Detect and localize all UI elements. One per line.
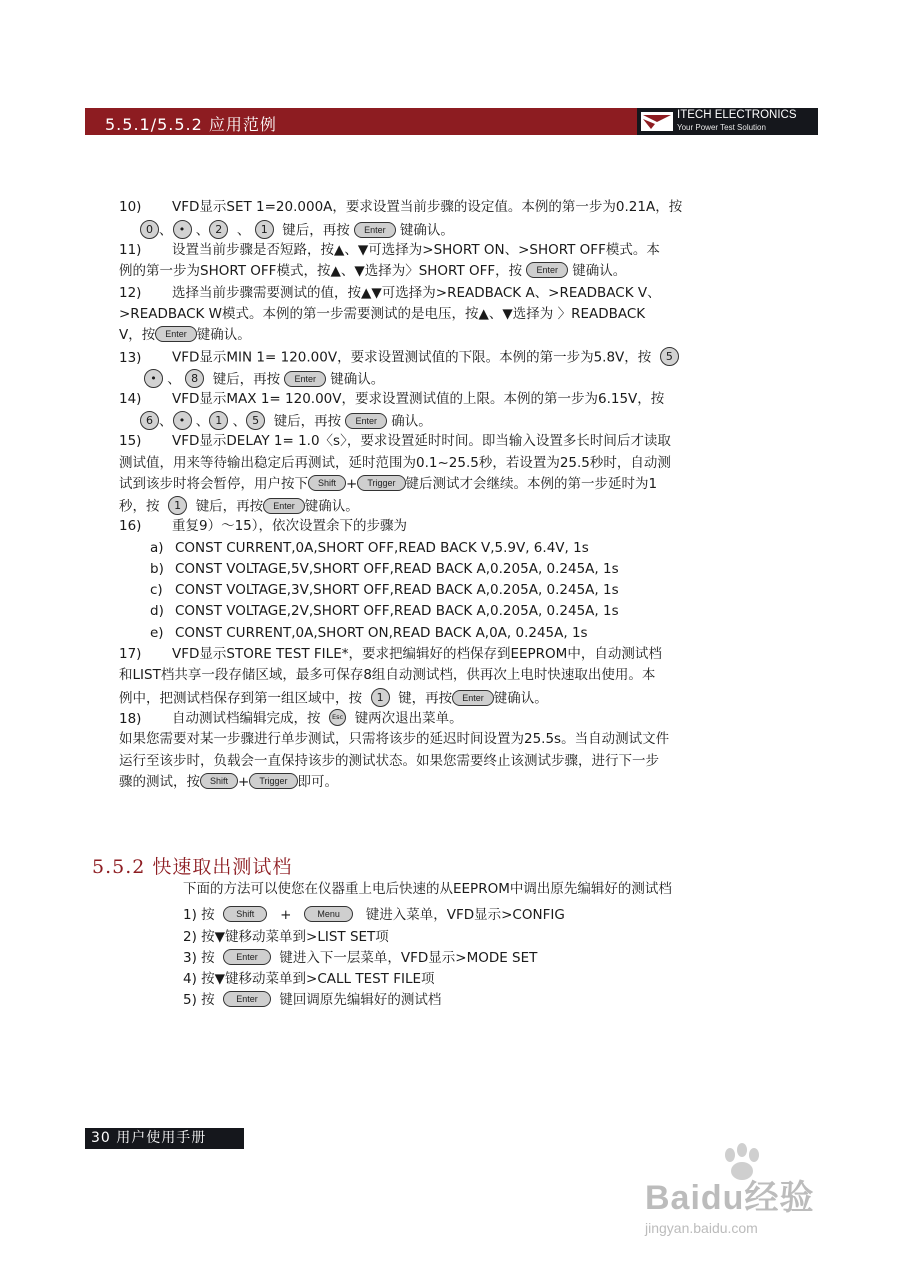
brand-slogan: Your Power Test Solution (677, 123, 766, 132)
step-12-line-2: >READBACK W模式。本例的第一步需要测试的是电压，按▲、▼选择为 〉READBACK (119, 306, 646, 322)
brand-logo (637, 108, 818, 135)
shift-key: Shift (308, 475, 346, 491)
watermark-brand: Baidu经验 (645, 1179, 815, 1217)
step-12-line-3: V，按 Enter 键确认。 (119, 327, 251, 343)
enter-key: Enter (452, 690, 494, 706)
watermark-url: jingyan.baidu.com (645, 1220, 758, 1236)
step-15-line-4: 秒，按 1 键后，再按 Enter 键确认。 (119, 497, 359, 516)
key-1: 1 (209, 411, 228, 430)
sub-step-c: c) CONST VOLTAGE,3V,SHORT OFF,READ BACK A,0.205A, 0.245A, 1s (150, 582, 619, 598)
key-1: 1 (371, 688, 390, 707)
step-15-line-1: 15) VFD显示DELAY 1= 1.0〈s〉，要求设置延时时间。即当输入设置多长时间后才读取 (119, 433, 671, 449)
shift-key: Shift (200, 773, 238, 789)
enter-key: Enter (155, 326, 197, 342)
recall-step-1: 1) 按 Shift + Menu 键进入菜单，VFD显示>CONFIG (183, 907, 565, 923)
recall-step-2: 2) 按▼键移动菜单到>LIST SET项 (183, 929, 389, 945)
key-dot: • (144, 369, 163, 388)
step-13-line-1: 13) VFD显示MIN 1= 120.00V，要求设置测试值的下限。本例的第一步为5.8V，按 5 (119, 348, 679, 367)
step-14-line-1: 14) VFD显示MAX 1= 120.00V，要求设置测试值的上限。本例的第一步为6.15V，按 (119, 391, 665, 407)
enter-key: Enter (345, 413, 387, 429)
step-14-line-2: 6 、 • 、 1 、 5 键后，再按 Enter 确认。 (140, 412, 432, 431)
recall-step-4: 4) 按▼键移动菜单到>CALL TEST FILE项 (183, 971, 435, 987)
itech-logo-icon (641, 112, 673, 131)
key-dot: • (173, 411, 192, 430)
step-15-line-3: 试到该步时将会暂停，用户按下 Shift + Trigger 键后测试才会继续。本例的第一步延时为1 (119, 476, 658, 492)
step-17-line-1: 17) VFD显示STORE TEST FILE*，要求把编辑好的档保存到EEPROM中，自动测试档 (119, 646, 662, 662)
header-bar (85, 108, 818, 135)
enter-key: Enter (223, 949, 271, 965)
page-footer: 30 用户使用手册 (85, 1128, 244, 1149)
step-10-line-2: 0 、 • 、 2 、 1 键后，再按 Enter 键确认。 (140, 221, 454, 240)
trigger-key: Trigger (249, 773, 297, 789)
note-line-3: 骤的测试，按 Shift + Trigger 即可。 (119, 774, 339, 790)
step-17-line-2: 和LIST档共享一段存储区域，最多可保存8组自动测试档，供再次上电时快速取出使用。本 (119, 667, 656, 683)
enter-key: Enter (284, 371, 326, 387)
esc-key: Esc (329, 709, 346, 726)
key-0: 0 (140, 220, 159, 239)
sub-step-b: b) CONST VOLTAGE,5V,SHORT OFF,READ BACK A,0.205A, 0.245A, 1s (150, 561, 619, 577)
section-title: 5.5.1/5.5.2 应用范例 (105, 115, 277, 134)
section-552-heading: 5.5.2 快速取出测试档 (92, 856, 293, 878)
brand-name: ITECH ELECTRONICS (677, 109, 797, 121)
menu-key: Menu (304, 906, 353, 922)
step-10-line-1: 10) VFD显示SET 1=20.000A，要求设置当前步骤的设定值。本例的第一步为0.21A，按 (119, 199, 683, 215)
step-15-line-2: 测试值，用来等待输出稳定后再测试，延时范围为0.1~25.5秒，若设置为25.5秒时，自动测 (119, 455, 671, 471)
sub-step-d: d) CONST VOLTAGE,2V,SHORT OFF,READ BACK A,0.205A, 0.245A, 1s (150, 603, 619, 619)
key-5: 5 (660, 347, 679, 366)
step-13-line-2: • 、 8 键后，再按 Enter 键确认。 (144, 370, 384, 389)
step-17-line-3: 例中，把测试档保存到第一组区域中，按 1 键，再按 Enter 键确认。 (119, 689, 548, 708)
recall-step-3: 3) 按 Enter 键进入下一层菜单，VFD显示>MODE SET (183, 950, 538, 966)
key-5: 5 (246, 411, 265, 430)
note-line-2: 运行至该步时，负载会一直保持该步的测试状态。如果您需要终止该测试步骤，进行下一步 (119, 753, 659, 769)
sub-step-a: a) CONST CURRENT,0A,SHORT OFF,READ BACK V,5.9V, 6.4V, 1s (150, 540, 589, 556)
step-11-line-2: 例的第一步为SHORT OFF模式，按▲、▼选择为〉SHORT OFF，按 Enter 键确认。 (119, 263, 627, 279)
trigger-key: Trigger (357, 475, 405, 491)
key-8: 8 (185, 369, 204, 388)
shift-key: Shift (223, 906, 267, 922)
step-12-line-1: 12) 选择当前步骤需要测试的值，按▲▼可选择为>READBACK A、>READBACK V、 (119, 285, 661, 301)
key-1: 1 (255, 220, 274, 239)
enter-key: Enter (354, 222, 396, 238)
note-line-1: 如果您需要对某一步骤进行单步测试，只需将该步的延迟时间设置为25.5s。当自动测试文件 (119, 731, 670, 747)
enter-key: Enter (223, 991, 271, 1007)
step-16-line-1: 16) 重复9）～15），依次设置余下的步骤为 (119, 518, 408, 534)
key-6: 6 (140, 411, 159, 430)
sub-step-e: e) CONST CURRENT,0A,SHORT ON,READ BACK A,0A, 0.245A, 1s (150, 625, 588, 641)
section-552-intro: 下面的方法可以使您在仪器重上电后快速的从EEPROM中调出原先编辑好的测试档 (183, 881, 672, 897)
step-18-line-1: 18) 自动测试档编辑完成，按 Esc 键两次退出菜单。 (119, 710, 463, 727)
key-1: 1 (168, 496, 187, 515)
step-11-line-1: 11) 设置当前步骤是否短路，按▲、▼可选择为>SHORT ON、>SHORT OFF模式。本 (119, 242, 660, 258)
recall-step-5: 5) 按 Enter 键回调原先编辑好的测试档 (183, 992, 442, 1008)
key-dot: • (173, 220, 192, 239)
enter-key: Enter (526, 262, 568, 278)
key-2: 2 (209, 220, 228, 239)
enter-key: Enter (263, 498, 305, 514)
